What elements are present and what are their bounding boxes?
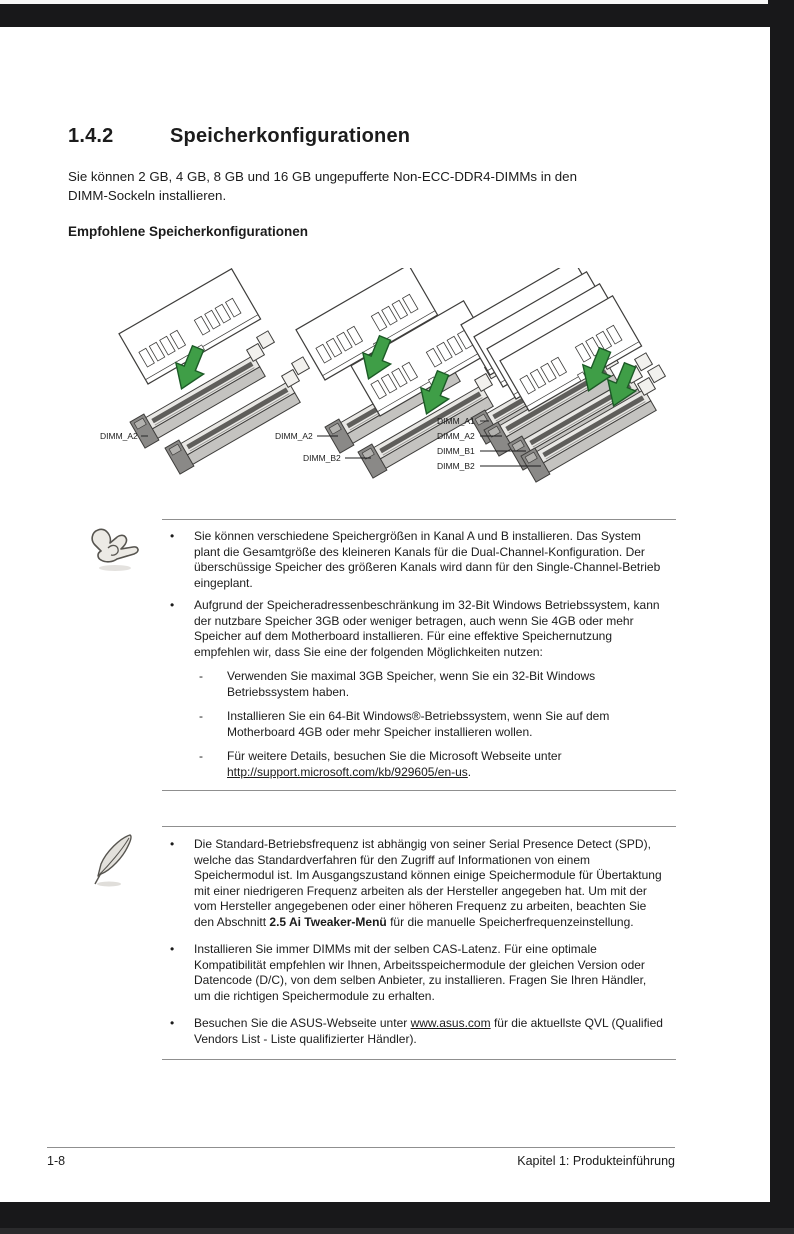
ai-tweaker-reference: 2.5 Ai Tweaker-Menü bbox=[269, 914, 387, 929]
figure-single-channel bbox=[100, 269, 323, 474]
note-bullet: • Sie können verschiedene Speichergrößen in Kanal A und B installieren. Das System plant die Gesamtgröße des kleineren Kanals für die Dual-Channel-Konfiguration. Der überschüssige Speicher des größeren Kanals wird dann für den Single-Channel-Betrieb eingeplant. bbox=[170, 529, 661, 590]
note-bullet: • Besuchen Sie die ASUS-Webseite unter www.asus.com für die aktuellste QVL (Qualified Vendors List - Liste qualifizierter Händler). bbox=[170, 1016, 663, 1046]
asus-website-link[interactable]: www.asus.com bbox=[410, 1016, 491, 1030]
footer-rule bbox=[47, 1147, 675, 1148]
dimm-slot-label: DIMM_A2 bbox=[275, 431, 313, 441]
page-footer bbox=[47, 1154, 675, 1168]
note-block-info bbox=[162, 826, 676, 1060]
manual-page bbox=[0, 27, 770, 1202]
dimm-slot-label: DIMM_B2 bbox=[303, 453, 341, 463]
note-sub-item: - Verwenden Sie maximal 3GB Speicher, wenn Sie ein 32-Bit Windows Betriebssystem haben. bbox=[199, 669, 596, 699]
quill-pen-icon bbox=[92, 832, 138, 893]
note-bullet: • Die Standard-Betriebsfrequenz ist abhängig von seiner Serial Presence Detect (SPD), welche das Standardverfahren für den Zugriff auf Informationen von einem Speichermodul ist. Im Ausgangszustand können einige Speichermodule für Übertaktung mit einer niedrigeren Frequenz arbeiten als der Hersteller angegeben hat. Um mit der vom Hersteller angegebenen oder einer höheren Frequenz zu arbeiten, beachten Sie den Abschnitt 2.5 Ai Tweaker-Menü für die manuelle Speicherfrequenzeinstellung. bbox=[170, 837, 662, 929]
pointing-hand-icon bbox=[88, 524, 142, 577]
dimm-slot-label: DIMM_B1 bbox=[437, 446, 475, 456]
note-bullet: • Aufgrund der Speicheradressenbeschränkung im 32-Bit Windows Betriebssystem, kann der nutzbare Speicher 3GB oder weniger betragen, auch wenn Sie 4GB oder mehr Speicher auf dem Motherboard installieren. Für eine effektive Speichernutzung empfehlen wir, dass Sie eine der folgenden Möglichkeiten nutzen: bbox=[170, 598, 660, 659]
footer-page-number: 1-8 bbox=[47, 1154, 66, 1168]
dimm-slot-label: DIMM_A1 bbox=[437, 416, 475, 426]
note-sub-item: - Installieren Sie ein 64-Bit Windows®-Betriebssystem, wenn Sie auf dem Motherboard 4GB oder mehr Speicher installieren wollen. bbox=[199, 709, 610, 739]
section-title: Speicherkonfigurationen bbox=[170, 125, 411, 147]
microsoft-support-link[interactable]: http://support.microsoft.com/kb/929605/en-us bbox=[227, 764, 468, 779]
dimm-slot-label: DIMM_A2 bbox=[100, 431, 138, 441]
previous-page-edge bbox=[0, 0, 768, 4]
note-sub-item: - Für weitere Details, besuchen Sie die Microsoft Webseite unter http://support.microsoft.com/kb/929605/en-us. bbox=[199, 749, 562, 779]
next-page-edge bbox=[0, 1228, 794, 1234]
figure-four-dimms bbox=[437, 268, 679, 482]
note-bullet: • Installieren Sie immer DIMMs mit der selben CAS-Latenz. Für eine optimale Kompatibilität empfehlen wir Ihnen, Arbeitsspeichermodule der gleichen Version oder Datencode (D/C), von dem selben Anbieter, zu installieren. Fragen Sie Ihren Händler, um die richtigen Speichermodule zu erhalten. bbox=[170, 942, 647, 1003]
section-number: 1.4.2 bbox=[68, 125, 114, 147]
dimm-slot-label: DIMM_A2 bbox=[437, 431, 475, 441]
dimm-installation-figure bbox=[55, 268, 715, 496]
intro-paragraph: Sie können 2 GB, 4 GB, 8 GB und 16 GB ungepufferte Non-ECC-DDR4-DIMMs in den DIMM-Sockeln installieren. bbox=[68, 169, 577, 203]
figure-dual-channel bbox=[275, 268, 516, 478]
subheading: Empfohlene Speicherkonfigurationen bbox=[68, 224, 309, 239]
page-title bbox=[68, 125, 410, 148]
dimm-slot-label: DIMM_B2 bbox=[437, 461, 475, 471]
footer-chapter-title: Kapitel 1: Produkteinführung bbox=[517, 1154, 675, 1168]
note-block-important bbox=[162, 519, 676, 791]
